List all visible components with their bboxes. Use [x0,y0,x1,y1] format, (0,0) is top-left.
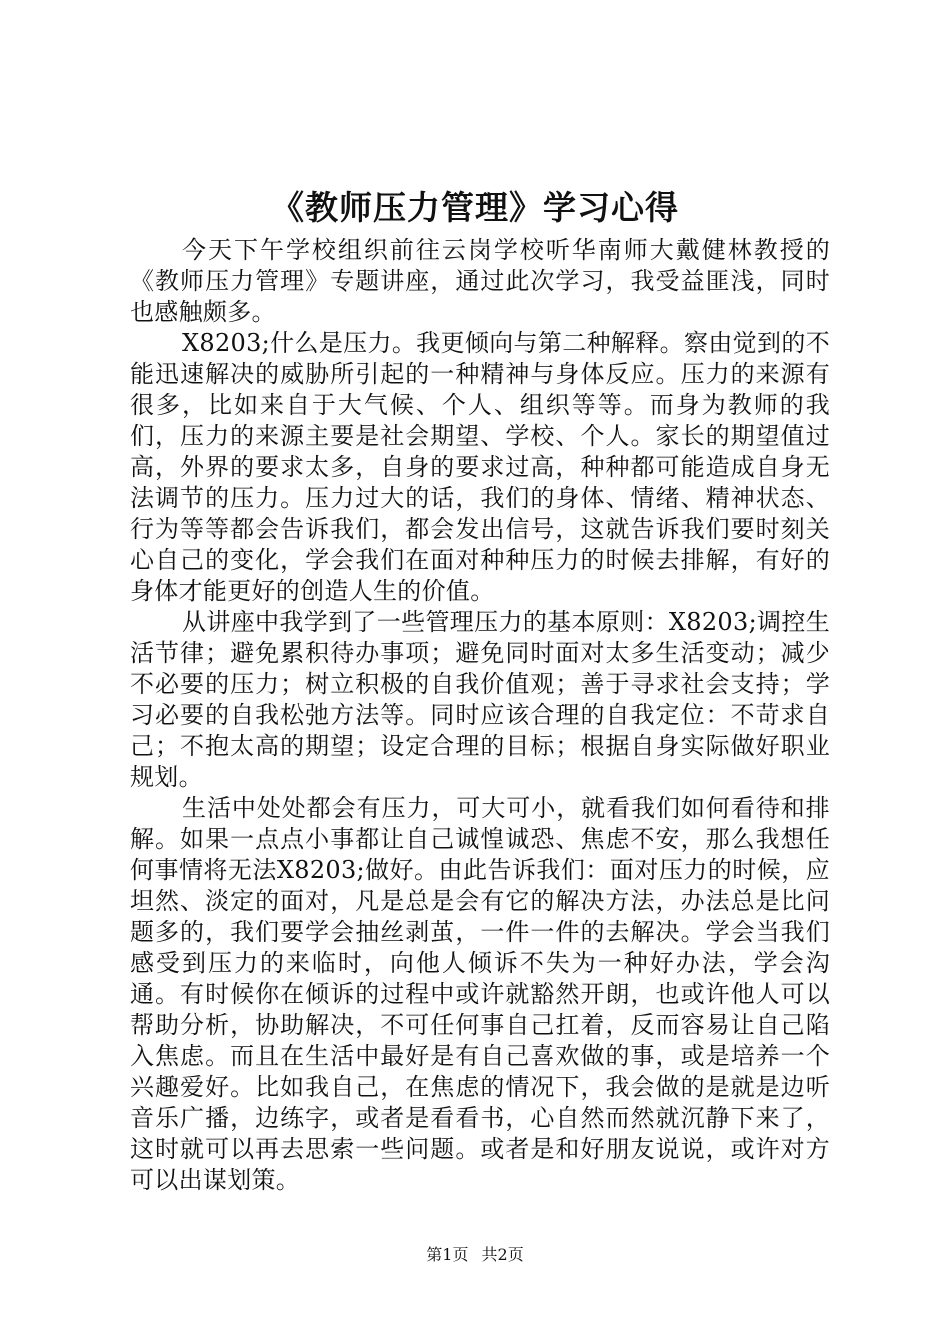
paragraph-coping: 生活中处处都会有压力，可大可小，就看我们如何看待和排解。如果一点点小事都让自己诚惶诚恐、焦虑不安，那么我想任何事情将无法X8203;做好。由此告诉我们：面对压力的时候，应坦然、淡定的面对，凡是总是会有它的解决方法，办法总是比问题多的，我们要学会抽丝剥茧，一件一件的去解决。学会当我们感受到压力的来临时，向他人倾诉不失为一种好办法，学会沟通。有时候你在倾诉的过程中或许就豁然开朗，也或许他人可以帮助分析，协助解决，不可任何事自己扛着，反而容易让自己陷入焦虑。而且在生活中最好是有自己喜欢做的事，或是培养一个兴趣爱好。比如我自己，在焦虑的情况下，我会做的是就是边听音乐广播，边练字，或者是看看书，心自然而然就沉静下来了，这时就可以再去思索一些问题。或者是和好朋友说说，或许对方可以出谋划策。 [130,794,830,1194]
page-total: 共2页 [481,1245,524,1264]
page-footer [0,1244,950,1266]
page-number: 第1页 [426,1245,469,1264]
paragraph-principles: 从讲座中我学到了一些管理压力的基本原则：X8203;调控生活节律；避免累积待办事项；避免同时面对太多生活变动；减少不必要的压力；树立积极的自我价值观；善于寻求社会支持；学习必要的自我松弛方法等。同时应该合理的自我定位：不苛求自己；不抱太高的期望；设定合理的目标；根据自身实际做好职业规划。 [130,608,830,791]
paragraph-intro: 今天下午学校组织前往云岗学校听华南师大戴健林教授的《教师压力管理》专题讲座，通过此次学习，我受益匪浅，同时也感触颇多。 [130,236,830,326]
paragraph-what-is-pressure: X8203;什么是压力。我更倾向与第二种解释。察由觉到的不能迅速解决的威胁所引起的一种精神与身体反应。压力的来源有很多，比如来自于大气候、个人、组织等等。而身为教师的我们，压力的来源主要是社会期望、学校、个人。家长的期望值过高，外界的要求太多，自身的要求过高，种种都可能造成自身无法调节的压力。压力过大的话，我们的身体、情绪、精神状态、行为等等都会告诉我们，都会发出信号，这就告诉我们要时刻关心自己的变化，学会我们在面对种种压力的时候去排解，有好的身体才能更好的创造人生的价值。 [130,329,830,605]
document-body [130,235,830,1196]
document-title: 《教师压力管理》学习心得 [271,188,679,227]
